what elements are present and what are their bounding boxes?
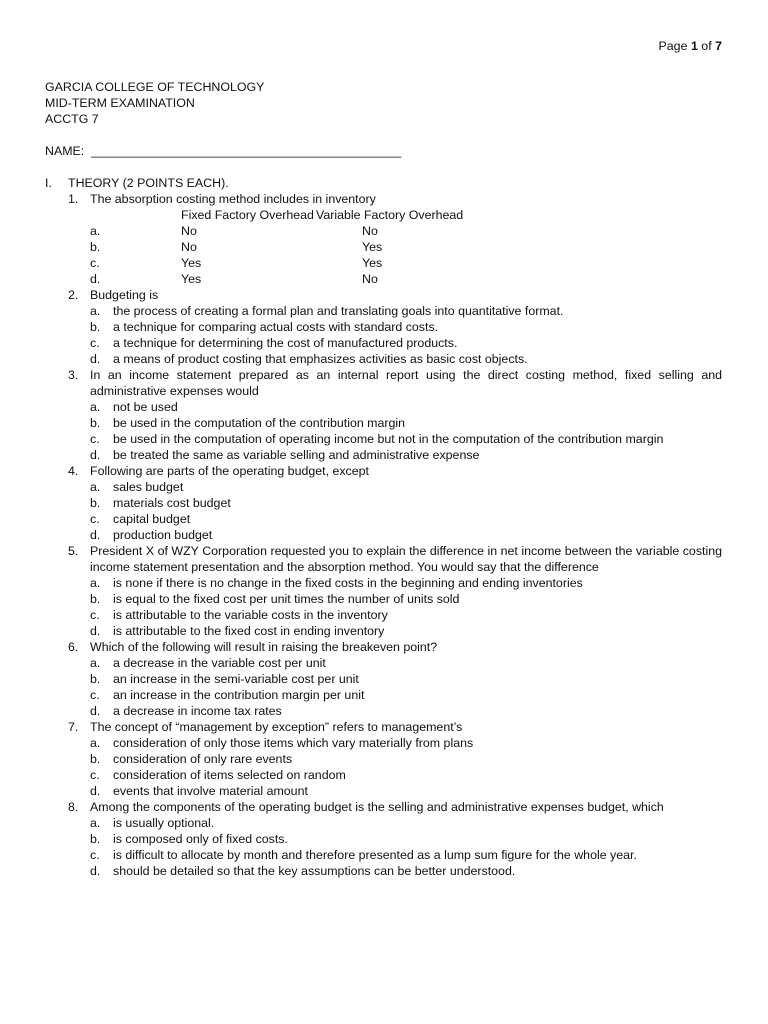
answer-option[interactable] [45, 607, 722, 623]
option-letter: a. [90, 304, 101, 318]
answer-option[interactable] [45, 511, 722, 527]
page-of: of [701, 39, 712, 53]
name-field[interactable] [45, 143, 401, 159]
answer-table-header [45, 207, 722, 223]
answer-table-row[interactable] [45, 271, 722, 287]
answer-option[interactable] [45, 687, 722, 703]
option-text: an increase in the contribution margin per unit [113, 688, 365, 702]
question-number: 8. [68, 800, 79, 814]
option-text: be used in the computation of the contribution margin [113, 416, 406, 430]
option-text: an increase in the semi-variable cost per unit [113, 672, 359, 686]
option-text: is usually optional. [113, 816, 215, 830]
question-number: 5. [68, 544, 79, 558]
question-6 [45, 639, 722, 655]
option-text: a decrease in the variable cost per unit [113, 656, 326, 670]
page-label: Page [658, 39, 688, 53]
option-text: a decrease in income tax rates [113, 704, 282, 718]
option-letter: c. [90, 256, 100, 270]
question-4 [45, 463, 722, 479]
answer-option[interactable] [45, 399, 722, 415]
option-letter: d. [90, 864, 101, 878]
question-5 [45, 543, 722, 575]
answer-option[interactable] [45, 351, 722, 367]
option-letter: d. [90, 704, 101, 718]
option-text: events that involve material amount [113, 784, 308, 798]
question-7 [45, 719, 722, 735]
question-2 [45, 287, 722, 303]
question-text: President X of WZY Corporation requested you to explain the difference in net income between the variable costing income statement presentation and the absorption method. You would say that the difference [90, 544, 722, 574]
answer-option[interactable] [45, 767, 722, 783]
section-title: THEORY (2 POINTS EACH). [68, 176, 229, 190]
answer-option[interactable] [45, 847, 722, 863]
option-letter: c. [90, 768, 100, 782]
table-header-fixed: Fixed Factory Overhead [181, 208, 314, 222]
answer-table-row[interactable] [45, 239, 722, 255]
fixed-overhead-value: Yes [181, 256, 202, 270]
question-text: The absorption costing method includes in inventory [90, 192, 376, 206]
answer-option[interactable] [45, 479, 722, 495]
answer-option[interactable] [45, 495, 722, 511]
fixed-overhead-value: No [181, 224, 197, 238]
question-number: 4. [68, 464, 79, 478]
answer-option[interactable] [45, 783, 722, 799]
answer-option[interactable] [45, 703, 722, 719]
answer-option[interactable] [45, 319, 722, 335]
answer-option[interactable] [45, 527, 722, 543]
question-text: Budgeting is [90, 288, 159, 302]
option-text: a technique for determining the cost of manufactured products. [113, 336, 458, 350]
question-text: Among the components of the operating budget is the selling and administrative expenses budget, which [90, 800, 664, 814]
option-letter: c. [90, 432, 100, 446]
name-blank[interactable]: _____________________________________________ [91, 144, 402, 158]
answer-table-row[interactable] [45, 223, 722, 239]
option-letter: b. [90, 672, 101, 686]
option-text: production budget [113, 528, 213, 542]
option-letter: b. [90, 416, 101, 430]
exam-content [45, 175, 722, 879]
question-1 [45, 191, 722, 207]
option-text: should be detailed so that the key assumptions can be better understood. [113, 864, 516, 878]
option-letter: b. [90, 832, 101, 846]
variable-overhead-value: Yes [362, 240, 383, 254]
option-letter: a. [90, 736, 101, 750]
option-text: sales budget [113, 480, 184, 494]
option-letter: c. [90, 848, 100, 862]
option-text: a technique for comparing actual costs with standard costs. [113, 320, 439, 334]
answer-option[interactable] [45, 415, 722, 431]
option-letter: b. [90, 240, 101, 254]
option-text: consideration of items selected on random [113, 768, 346, 782]
option-text: is none if there is no change in the fixed costs in the beginning and ending inventories [113, 576, 583, 590]
option-text: is attributable to the variable costs in the inventory [113, 608, 388, 622]
answer-option[interactable] [45, 303, 722, 319]
option-letter: d. [90, 448, 101, 462]
exam-header [45, 79, 264, 127]
option-letter: b. [90, 592, 101, 606]
option-text: is difficult to allocate by month and therefore presented as a lump sum figure for the whole year. [113, 848, 637, 862]
answer-option[interactable] [45, 335, 722, 351]
answer-option[interactable] [45, 831, 722, 847]
answer-option[interactable] [45, 735, 722, 751]
question-number: 2. [68, 288, 79, 302]
option-letter: c. [90, 688, 100, 702]
question-text: Which of the following will result in raising the breakeven point? [90, 640, 438, 654]
page-current: 1 [690, 39, 698, 53]
option-letter: a. [90, 656, 101, 670]
option-letter: c. [90, 512, 100, 526]
exam-title: MID-TERM EXAMINATION [45, 96, 195, 110]
question-3 [45, 367, 722, 399]
question-number: 1. [68, 192, 79, 206]
option-text: the process of creating a formal plan and translating goals into quantitative format. [113, 304, 564, 318]
answer-option[interactable] [45, 575, 722, 591]
answer-option[interactable] [45, 863, 722, 879]
option-text: consideration of only those items which vary materially from plans [113, 736, 474, 750]
option-letter: a. [90, 816, 101, 830]
option-letter: d. [90, 528, 101, 542]
option-text: is equal to the fixed cost per unit times the number of units sold [113, 592, 460, 606]
option-letter: d. [90, 272, 101, 286]
page-number [659, 38, 722, 54]
option-letter: b. [90, 752, 101, 766]
option-letter: c. [90, 336, 100, 350]
answer-option[interactable] [45, 447, 722, 463]
answer-option[interactable] [45, 591, 722, 607]
answer-option[interactable] [45, 655, 722, 671]
page-total: 7 [715, 39, 722, 53]
answer-option[interactable] [45, 751, 722, 767]
answer-option[interactable] [45, 815, 722, 831]
school-name: GARCIA COLLEGE OF TECHNOLOGY [45, 80, 265, 94]
variable-overhead-value: No [362, 224, 378, 238]
question-number: 6. [68, 640, 79, 654]
variable-overhead-value: No [362, 272, 378, 286]
option-letter: a. [90, 224, 101, 238]
option-text: not be used [113, 400, 178, 414]
option-text: is attributable to the fixed cost in ending inventory [113, 624, 385, 638]
section-number: I. [45, 176, 52, 190]
option-text: capital budget [113, 512, 191, 526]
option-letter: a. [90, 400, 101, 414]
section-heading [45, 175, 722, 191]
option-letter: b. [90, 496, 101, 510]
option-letter: d. [90, 352, 101, 366]
option-text: be treated the same as variable selling and administrative expense [113, 448, 480, 462]
option-text: materials cost budget [113, 496, 231, 510]
option-letter: c. [90, 608, 100, 622]
answer-option[interactable] [45, 431, 722, 447]
question-text: In an income statement prepared as an internal report using the direct costing method, fixed selling and administrative expenses would [90, 368, 722, 398]
answer-option[interactable] [45, 623, 722, 639]
option-text: be used in the computation of operating income but not in the computation of the contribution margin [113, 432, 664, 446]
question-text: The concept of “management by exception” refers to management’s [90, 720, 463, 734]
question-text: Following are parts of the operating budget, except [90, 464, 369, 478]
question-8 [45, 799, 722, 815]
option-text: consideration of only rare events [113, 752, 293, 766]
variable-overhead-value: Yes [362, 256, 383, 270]
fixed-overhead-value: No [181, 240, 197, 254]
name-label: NAME: [45, 144, 85, 158]
option-letter: d. [90, 624, 101, 638]
option-letter: b. [90, 320, 101, 334]
option-text: is composed only of fixed costs. [113, 832, 288, 846]
answer-table-row[interactable] [45, 255, 722, 271]
question-number: 3. [68, 368, 79, 382]
option-letter: a. [90, 576, 101, 590]
option-letter: d. [90, 784, 101, 798]
question-number: 7. [68, 720, 79, 734]
answer-option[interactable] [45, 671, 722, 687]
option-text: a means of product costing that emphasizes activities as basic cost objects. [113, 352, 528, 366]
option-letter: a. [90, 480, 101, 494]
course-code: ACCTG 7 [45, 112, 99, 126]
table-header-variable: Variable Factory Overhead [316, 208, 464, 222]
question-list [45, 191, 722, 879]
fixed-overhead-value: Yes [181, 272, 202, 286]
